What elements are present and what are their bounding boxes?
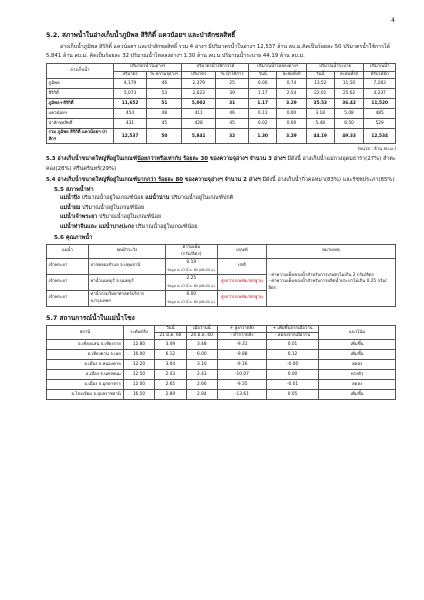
river-flow-lines	[60, 194, 396, 232]
river-name: แม่น้ำยม	[60, 204, 81, 211]
reservoir-cell-v6: 3.29	[277, 99, 307, 109]
river-status: ปริมาณน้ำอยู่ในเกณฑ์น้อย	[97, 214, 162, 220]
wq-river: เจ้าพระยา	[47, 259, 89, 275]
mekong-cell-trend: เพิ่มขึ้น	[319, 390, 396, 400]
mekong-cell-station: อ.เชียงคาน จ.เลย	[47, 350, 124, 360]
river-status: ปริมาณน้ำอยู่ในเกณฑ์น้อย	[79, 195, 146, 201]
reservoir-cell-name: ภูมิพล+สิริกิติ์	[47, 99, 114, 109]
river-flow-line	[60, 213, 396, 223]
reservoir-cell-name: ภูมิพล	[47, 79, 114, 89]
reservoir-cell-v2: 53	[147, 89, 182, 99]
mekong-cell-diff-bank: -9.31	[217, 340, 266, 350]
mekong-cell-station: อ.เชียงแสน จ.เชียงราย	[47, 340, 124, 350]
reservoir-cell-v1: 4,179	[113, 79, 146, 89]
subcol-inflow-today: วันนี้	[249, 71, 277, 79]
reservoir-cell-v7: 35.53	[306, 99, 334, 109]
wq-criteria: ปกติ	[217, 259, 266, 275]
mekong-cell-diff-bank: -13.61	[217, 390, 266, 400]
reservoir-cell-name: สิริกิติ์	[47, 89, 114, 99]
reservoir-cell-v7: 5.48	[306, 119, 334, 129]
mekong-table	[46, 325, 396, 400]
mekong-cell-today: 2.43	[155, 370, 186, 380]
reservoir-cell-v5: 1.17	[249, 99, 277, 109]
reservoir-cell-v6: 0.00	[277, 119, 307, 129]
reservoir-cell-v3: 5,002	[182, 99, 215, 109]
reservoir-cell-v7: 22.01	[306, 89, 334, 99]
mekong-cell-bank: 12.50	[123, 370, 154, 380]
s54-text-c: มีดังนี้ อ่างเก็บน้ำกิ่วคอหมา(83%) และรัชชประภา(85%)	[260, 177, 395, 183]
reservoir-cell-v4: 45	[215, 119, 248, 129]
wq-salinity-value: 6.00	[186, 292, 197, 297]
wq-timestamp: ข้อมูล ณ 21 มี.ค. 60 (06:00 น.)	[167, 299, 216, 304]
reservoir-cell-v9: 485	[364, 109, 396, 119]
section-5-3	[46, 154, 396, 174]
subcol-release-cum: สะสมทั้งปี	[334, 71, 364, 79]
mk-col-station: สถานี	[47, 326, 124, 340]
mekong-cell-yday: 2.66	[186, 380, 217, 390]
mk-today-date: 21 มี.ค. 60	[155, 333, 186, 340]
reservoir-cell-v3: 411	[182, 109, 215, 119]
wq-criteria: สูงกว่าเกณฑ์มาตรฐาน	[217, 275, 266, 291]
mekong-cell-diff-bank: -10.07	[217, 370, 266, 380]
wq-col-station: จุดเฝ้าระวัง	[88, 245, 165, 259]
reservoir-cell-v2: 46	[147, 79, 182, 89]
reservoir-cell-v7: 3.18	[306, 109, 334, 119]
reservoir-cell-v4: 25	[215, 79, 248, 89]
mk-diff-bank-2: - ต่ำกว่าตลิ่ง	[217, 333, 266, 340]
reservoir-cell-v3: 2,379	[182, 79, 215, 89]
reservoir-cell-v9: 11,520	[364, 99, 396, 109]
wq-salinity-unit: (กรัม/ลิตร)	[181, 251, 202, 257]
reservoir-cell-v8: 36.42	[334, 99, 364, 109]
mekong-cell-bank: 16.50	[123, 390, 154, 400]
mekong-cell-today: 3.04	[155, 360, 186, 370]
mekong-cell-bank: 12.80	[123, 340, 154, 350]
mekong-cell-diff-bank: -9.16	[217, 360, 266, 370]
mekong-cell-station: อ.เมือง จ.นครพนม	[47, 370, 124, 380]
mk-diff-yday-2: - ลดลงจากเมื่อวาน	[266, 333, 318, 340]
wq-note-line: - ค่าความเค็มของน้ำสำหรับการเกษตรไม่เกิน 2 กรัม/ลิตร	[268, 272, 374, 278]
wq-criteria: สูงกว่าเกณฑ์มาตรฐาน	[217, 291, 266, 307]
reservoir-cell-v9: 7,283	[364, 79, 396, 89]
reservoir-table	[46, 63, 396, 144]
reservoir-cell-v2: 48	[147, 109, 182, 119]
wq-station: ท่าน้ำกรมวิทยาศาสตร์บริการ จ.กรุงเทพฯ	[88, 291, 165, 307]
river-status: ปริมาณน้ำอยู่ในเกณฑ์น้อย	[133, 223, 198, 230]
col-capacity: ปริมาณน้ำ	[364, 64, 396, 72]
reservoir-cell-name: รวม ภูมิพล สิริกิติ์ แควน้อยฯ ป่าสักฯ	[47, 129, 114, 144]
mekong-cell-yday: 6.00	[186, 350, 217, 360]
mekong-cell-yday: 2.43	[186, 370, 217, 380]
subcol-inflow-cum: สะสมทั้งปี	[277, 71, 307, 79]
reservoir-cell-v5: 0.11	[249, 109, 277, 119]
wq-col-criteria: เกณฑ์	[217, 245, 266, 259]
mekong-cell-today: 6.12	[155, 350, 186, 360]
mekong-cell-bank: 12.20	[123, 360, 154, 370]
mekong-cell-diff-yday: -0.01	[266, 380, 318, 390]
reservoir-cell-v6: 0.00	[277, 109, 307, 119]
section-5-7-title: 5.7 สถานการณ์น้ำในแม่น้ำโขง	[46, 314, 135, 322]
subcol-volume-usable: ปริมาตร	[182, 71, 215, 79]
reservoir-cell-v9: 4,237	[364, 89, 396, 99]
mekong-row	[47, 340, 396, 350]
reservoir-cell-v4: 31	[215, 99, 248, 109]
reservoir-cell-v4: 39	[215, 89, 248, 99]
reservoir-cell-v5: 0.02	[249, 119, 277, 129]
wq-col-salinity	[165, 245, 217, 259]
mekong-cell-trend: เพิ่มขึ้น	[319, 350, 396, 360]
reservoir-cell-name: แควน้อยฯ	[47, 109, 114, 119]
mk-col-yday: เมื่อวานนี้	[186, 326, 217, 333]
reservoir-cell-v7: 13.52	[306, 79, 334, 89]
subcol-pct-capacity: % ความจุอ่างฯ	[147, 71, 182, 79]
mekong-row	[47, 370, 396, 380]
mekong-cell-trend: ลดลง	[319, 360, 396, 370]
reservoir-cell-v1: 5,073	[113, 89, 146, 99]
section-5-2-title: 5.2. สภาพน้ำในอ่างเก็บน้ำภูมิพล สิริกิติ์ แควน้อยฯ และป่าสักชลสิทธิ์	[46, 31, 236, 39]
wq-station: ท่าน้ำนนทบุรี จ.นนทบุรี	[88, 275, 165, 291]
wq-salinity-cell	[165, 259, 217, 275]
water-quality-table	[46, 244, 396, 307]
reservoir-row	[47, 129, 396, 144]
reservoir-cell-v4: 46	[215, 109, 248, 119]
reservoir-cell-v3: 2,623	[182, 89, 215, 99]
wq-station: ปากคลองสำแล จ.ปทุมธานี	[88, 259, 165, 275]
col-usable: ปริมาตรน้ำใช้การได้	[182, 64, 249, 72]
s54-text-a: 5.4 อ่างเก็บน้ำขนาดใหญ่ที่อยู่ในเกณฑ์	[46, 177, 138, 183]
col-reservoir: อ่างเก็บน้ำ	[47, 64, 114, 79]
reservoir-cell-v8: 49.33	[334, 129, 364, 144]
wq-salinity-value: 0.19	[186, 260, 197, 265]
reservoir-cell-v7: 44.19	[306, 129, 334, 144]
river-flow-line	[60, 223, 396, 233]
mk-col-trend: แนวโน้ม	[319, 326, 396, 340]
mekong-row	[47, 390, 396, 400]
page-number: 4	[391, 17, 395, 24]
reservoir-cell-v5: 1.17	[249, 89, 277, 99]
mekong-cell-diff-yday: 0.00	[266, 370, 318, 380]
reservoir-cell-v2: 45	[147, 119, 182, 129]
river-name-2: แม่น้ำน่าน	[145, 195, 170, 201]
mk-col-diff-bank: + สูงกว่าตลิ่ง	[217, 326, 266, 333]
subcol-release-today: วันนี้	[306, 71, 334, 79]
reservoir-cell-v3: 428	[182, 119, 215, 129]
mekong-cell-today: 2.65	[155, 380, 186, 390]
reservoir-cell-v8: 5.08	[334, 109, 364, 119]
mekong-row	[47, 380, 396, 390]
reservoir-cell-name: ป่าสักชลสิทธิ์	[47, 119, 114, 129]
mekong-cell-yday: 3.10	[186, 360, 217, 370]
reservoir-row	[47, 89, 396, 99]
reservoir-row	[47, 119, 396, 129]
mk-col-diff-yday: + เพิ่มขึ้นจากเมื่อวาน	[266, 326, 318, 333]
river-name: แม่น้ำท่าจีนและ แม่น้ำบางปะกง	[60, 223, 134, 230]
reservoir-cell-v5: 0.00	[249, 79, 277, 89]
mk-col-today: วันนี้	[155, 326, 186, 333]
river-name: แม่น้ำเจ้าพระยา	[60, 214, 98, 220]
reservoir-cell-v1: 431	[113, 119, 146, 129]
reservoir-cell-v2: 51	[147, 99, 182, 109]
s53-text-c: มีดังนี้ อ่างเก็บน้ำแม่กวงอุดมธารา(27%) ลำตะคอง(28%) ศรีนครินทร์(29%)	[46, 156, 396, 172]
col-release: ปริมาณน้ำระบาย	[306, 64, 364, 72]
reservoir-cell-v1: 454	[113, 109, 146, 119]
section-5-4	[46, 175, 396, 185]
reservoir-row	[47, 99, 396, 109]
mekong-cell-trend: ทรงตัว	[319, 370, 396, 380]
river-status: ปริมาณน้ำอยู่ในเกณฑ์น้อย	[80, 204, 145, 211]
wq-notes	[266, 259, 395, 307]
reservoir-cell-v1: 11,652	[113, 99, 146, 109]
reservoir-cell-v8: 11.50	[334, 79, 364, 89]
s53-text-b: ของความจุอ่างฯ จำนวน 3 อ่างฯ	[208, 156, 286, 162]
wq-river: เจ้าพระยา	[47, 291, 89, 307]
mk-yday-date: 20 มี.ค. 60	[186, 333, 217, 340]
wq-timestamp: ข้อมูล ณ 21 มี.ค. 60 (06:00 น.)	[167, 267, 216, 272]
mk-col-bank: ระดับตลิ่ง	[123, 326, 154, 340]
wq-col-river: แม่น้ำ	[47, 245, 89, 259]
mekong-cell-trend: เพิ่มขึ้น	[319, 340, 396, 350]
wq-salinity-label: ความเค็ม	[182, 245, 201, 250]
mekong-cell-diff-yday: 0.05	[266, 390, 318, 400]
wq-timestamp: ข้อมูล ณ 21 มี.ค. 60 (06:00 น.)	[167, 283, 216, 288]
mekong-cell-station: อ.โขงเจียม จ.อุบลราชธานี	[47, 390, 124, 400]
mekong-cell-today: 3.49	[155, 340, 186, 350]
mekong-cell-diff-yday: 0.01	[266, 340, 318, 350]
wq-salinity-cell	[165, 275, 217, 291]
river-name: แม่น้ำปิง	[60, 195, 80, 201]
mekong-cell-diff-yday: 0.12	[266, 350, 318, 360]
reservoir-cell-v8: 6.50	[334, 119, 364, 129]
water-quality-row	[47, 259, 396, 275]
section-5-6-title: 5.6 คุณภาพน้ำ	[54, 235, 93, 241]
reservoir-row	[47, 109, 396, 119]
subcol-volume: ปริมาตร	[113, 71, 146, 79]
wq-col-note: หมายเหตุ	[266, 245, 395, 259]
mekong-cell-diff-bank: -9.88	[217, 350, 266, 360]
reservoir-cell-v1: 12,537	[113, 129, 146, 144]
mekong-cell-yday: 3.48	[186, 340, 217, 350]
s54-text-b: ของความจุอ่างฯ จำนวน 2 อ่างฯ	[183, 177, 261, 183]
mekong-cell-bank: 16.00	[123, 350, 154, 360]
wq-note-line: - ค่าความเค็มของน้ำสำหรับการผลิตน้ำประปาไม่เกิน 0.25 กรัม/ลิตร	[268, 279, 387, 291]
reservoir-cell-v6: 2.54	[277, 89, 307, 99]
mekong-cell-bank: 12.00	[123, 380, 154, 390]
mekong-row	[47, 360, 396, 370]
s53-text-a: 5.3 อ่างเก็บน้ำขนาดใหญ่ที่อยู่ในเกณฑ์	[46, 156, 138, 162]
reservoir-cell-v9: 12,534	[364, 129, 396, 144]
unit-note: (หน่วย : ล้าน ลบ.ม.)	[357, 147, 396, 152]
mekong-cell-today: 2.89	[155, 390, 186, 400]
wq-salinity-cell	[165, 291, 217, 307]
section-5-5-title: 5.5 สภาพน้ำท่า	[54, 187, 94, 193]
document-page	[46, 30, 396, 400]
mekong-cell-yday: 2.84	[186, 390, 217, 400]
river-flow-line	[60, 204, 396, 214]
river-flow-line	[60, 194, 396, 204]
reservoir-cell-v2: 50	[147, 129, 182, 144]
wq-river: เจ้าพระยา	[47, 275, 89, 291]
col-inflow: ปริมาณน้ำไหลลงอ่างฯ	[249, 64, 307, 72]
mekong-cell-diff-bank: -9.35	[217, 380, 266, 390]
col-storage: ปริมาตรน้ำในอ่างฯ	[113, 64, 182, 72]
mekong-cell-station: อ.เมือง จ.มุกดาหาร	[47, 380, 124, 390]
reservoir-cell-v5: 1.30	[249, 129, 277, 144]
reservoir-cell-v4: 32	[215, 129, 248, 144]
reservoir-cell-v9: 529	[364, 119, 396, 129]
mekong-cell-diff-yday: -0.06	[266, 360, 318, 370]
section-5-2-paragraph: อ่างเก็บน้ำภูมิพล สิริกิติ์ แควน้อยฯ และป่าสักชลสิทธิ์ รวม 4 อ่างฯ มีปริมาตรน้ำในอ่างฯ 12,537 ล้าน ลบ.ม.คิดเป็นร้อยละ 50 ปริมาตรน้ำใช้การได้ 5,841 ล้าน ลบ.ม. คิดเป็นร้อยละ 32 ปริมาณน้ำไหลลงอ่างฯ 1.30 ล้าน ลบ.ม.ปริมาณน้ำระบาย 44.19 ล้าน ลบ.ม.	[46, 44, 391, 59]
reservoir-row	[47, 79, 396, 89]
mekong-row	[47, 350, 396, 360]
reservoir-cell-v6: 0.74	[277, 79, 307, 89]
mekong-cell-trend: ลดลง	[319, 380, 396, 390]
mekong-cell-station: อ.เมือง จ.หนองคาย	[47, 360, 124, 370]
reservoir-cell-v8: 25.62	[334, 89, 364, 99]
s53-text-underlined: น้อยกว่าหรือเท่ากับ ร้อยละ 30	[137, 156, 209, 162]
subcol-pct-usable: % น้ำใช้การ	[215, 71, 248, 79]
subcol-capacity-left: ที่รับได้อีก	[364, 71, 396, 79]
s54-text-underlined: มากกว่า ร้อยละ 80	[137, 177, 184, 183]
river-status-2: ปริมาณน้ำอยู่ในเกณฑ์ปกติ	[169, 195, 234, 201]
reservoir-cell-v6: 3.29	[277, 129, 307, 144]
reservoir-cell-v3: 5,841	[182, 129, 215, 144]
wq-salinity-value: 2.25	[186, 276, 197, 281]
